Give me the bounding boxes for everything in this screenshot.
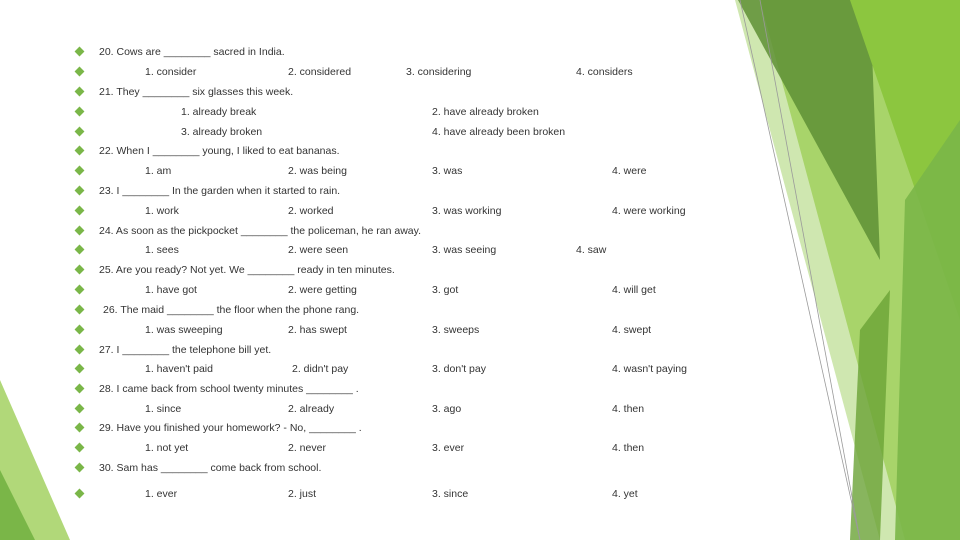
option-text: 3. got [432, 284, 459, 296]
options-row [0, 122, 960, 142]
options-row [0, 201, 960, 221]
question-text: 25. Are you ready? Not yet. We ________ ready in ten minutes. [99, 264, 395, 276]
options-row [0, 438, 960, 458]
option-text: 2. has swept [288, 324, 347, 336]
diamond-bullet-icon [75, 206, 85, 216]
diamond-bullet-icon [75, 226, 85, 236]
diamond-bullet-icon [75, 186, 85, 196]
option-text: 1. am [145, 165, 172, 177]
diamond-bullet-icon [75, 463, 85, 473]
diamond-bullet-icon [75, 345, 85, 355]
option-text: 3. sweeps [432, 324, 480, 336]
question-row [0, 181, 960, 201]
option-text: 2. were getting [288, 284, 357, 296]
option-text: 2. were seen [288, 244, 349, 256]
option-text: 2. never [288, 442, 326, 454]
diamond-bullet-icon [75, 87, 85, 97]
option-text: 2. just [288, 488, 317, 500]
question-text: 27. I ________ the telephone bill yet. [99, 344, 272, 356]
options-row [0, 62, 960, 82]
option-text: 4. wasn't paying [612, 363, 687, 375]
question-text: 24. As soon as the pickpocket ________ the policeman, he ran away. [99, 225, 422, 237]
option-text: 3. already broken [181, 126, 263, 138]
diamond-bullet-icon [75, 166, 85, 176]
diamond-bullet-icon [75, 107, 85, 117]
option-text: 1. consider [145, 66, 197, 78]
option-text: 2. didn't pay [292, 363, 349, 375]
option-text: 1. already break [181, 106, 257, 118]
question-text: 26. The maid ________ the floor when the phone rang. [103, 304, 360, 316]
diamond-bullet-icon [75, 285, 85, 295]
option-text: 4. will get [612, 284, 656, 296]
diamond-bullet-icon [75, 265, 85, 275]
option-text: 3. ever [432, 442, 465, 454]
question-row [0, 221, 960, 241]
options-row [0, 399, 960, 419]
question-text: 23. I ________ In the garden when it started to rain. [99, 185, 341, 197]
diamond-bullet-icon [75, 423, 85, 433]
diamond-bullet-icon [75, 364, 85, 374]
option-text: 4. saw [576, 244, 607, 256]
options-row [0, 320, 960, 340]
option-text: 1. ever [145, 488, 178, 500]
option-text: 4. were [612, 165, 647, 177]
option-text: 1. sees [145, 244, 179, 256]
options-row [0, 240, 960, 260]
question-row [0, 300, 960, 320]
option-text: 4. have already been broken [432, 126, 566, 138]
diamond-bullet-icon [75, 404, 85, 414]
option-text: 3. ago [432, 403, 462, 415]
option-text: 4. then [612, 442, 645, 454]
question-text: 29. Have you finished your homework? - No, ________ . [99, 422, 362, 434]
option-text: 3. since [432, 488, 469, 500]
option-text: 1. work [145, 205, 179, 217]
question-text: 30. Sam has ________ come back from school. [99, 462, 322, 474]
option-text: 3. considering [406, 66, 472, 78]
option-text: 4. yet [612, 488, 638, 500]
option-text: 4. were working [612, 205, 686, 217]
options-row [0, 161, 960, 181]
option-text: 1. not yet [145, 442, 189, 454]
diamond-bullet-icon [75, 443, 85, 453]
question-text: 20. Cows are ________ sacred in India. [99, 46, 285, 58]
diamond-bullet-icon [75, 325, 85, 335]
diamond-bullet-icon [75, 305, 85, 315]
diamond-bullet-icon [75, 384, 85, 394]
option-text: 1. was sweeping [145, 324, 223, 336]
diamond-bullet-icon [75, 146, 85, 156]
question-row [0, 418, 960, 438]
diamond-bullet-icon [75, 245, 85, 255]
option-text: 4. swept [612, 324, 652, 336]
question-row [0, 141, 960, 161]
diamond-bullet-icon [75, 47, 85, 57]
diamond-bullet-icon [75, 489, 85, 499]
option-text: 2. have already broken [432, 106, 539, 118]
option-text: 3. was working [432, 205, 502, 217]
option-text: 2. worked [288, 205, 334, 217]
diamond-bullet-icon [75, 67, 85, 77]
question-row [0, 379, 960, 399]
question-row [0, 340, 960, 360]
option-text: 2. considered [288, 66, 352, 78]
question-row [0, 82, 960, 102]
option-text: 4. considers [576, 66, 633, 78]
option-text: 4. then [612, 403, 645, 415]
question-row [0, 458, 960, 478]
question-text: 28. I came back from school twenty minutes ________ . [99, 383, 359, 395]
option-text: 1. since [145, 403, 182, 415]
options-row [0, 359, 960, 379]
option-text: 3. was [432, 165, 463, 177]
options-row [0, 484, 960, 504]
option-text: 3. don't pay [432, 363, 486, 375]
options-row [0, 102, 960, 122]
option-text: 2. already [288, 403, 335, 415]
question-row [0, 260, 960, 280]
question-row [0, 42, 960, 62]
options-row [0, 280, 960, 300]
question-text: 21. They ________ six glasses this week. [99, 86, 294, 98]
option-text: 3. was seeing [432, 244, 497, 256]
option-text: 2. was being [288, 165, 347, 177]
option-text: 1. haven't paid [145, 363, 213, 375]
diamond-bullet-icon [75, 127, 85, 137]
question-text: 22. When I ________ young, I liked to eat bananas. [99, 145, 340, 157]
option-text: 1. have got [145, 284, 197, 296]
